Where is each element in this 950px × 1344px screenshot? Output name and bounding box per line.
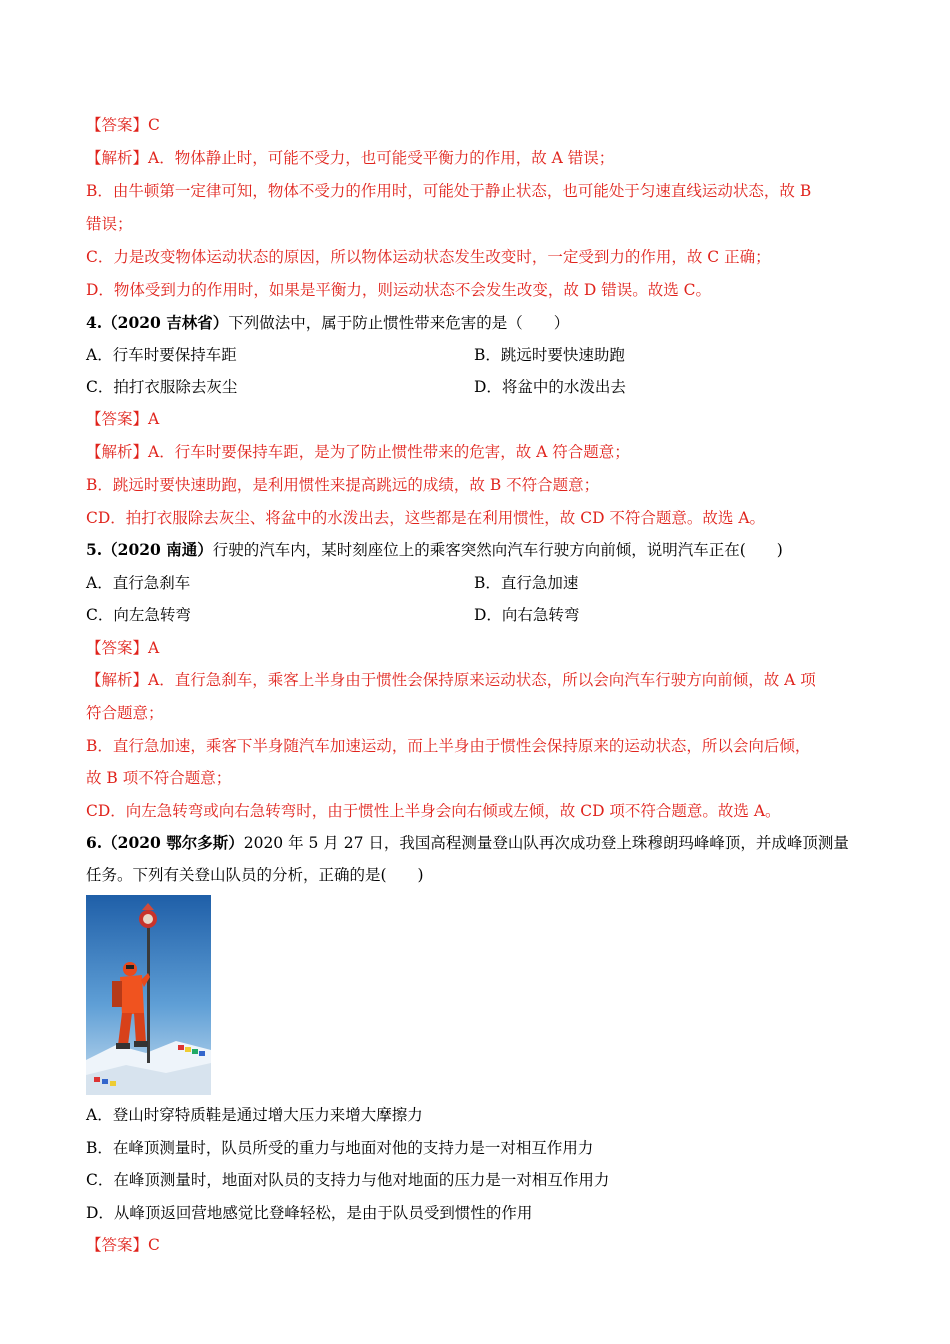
q6-option-d: D．从峰顶返回营地感觉比登峰轻松，是由于队员受到惯性的作用: [86, 1204, 533, 1222]
q6-stem-line: 任务。下列有关登山队员的分析，正确的是( ): [86, 866, 424, 884]
mountaineer-photo: [86, 895, 211, 1095]
q5-analysis-line: 【解析】A．直行急刹车，乘客上半身由于惯性会保持原来运动状态，所以会向汽车行驶方向前倾，故 A 项: [86, 671, 816, 689]
q3-analysis-line: 【解析】A．物体静止时，可能不受力，也可能受平衡力的作用，故 A 错误；: [86, 149, 615, 167]
q4-analysis-line: 【解析】A．行车时要保持车距，是为了防止惯性带来的危害，故 A 符合题意；: [86, 443, 630, 461]
q5-analysis-line: CD．向左急转弯或向右急转弯时，由于惯性上半身会向右倾或左倾，故 CD 项不符合题意。故选 A。: [86, 802, 781, 820]
q6-tag: 6.（2020 鄂尔多斯）: [86, 833, 244, 852]
q4-option-a: A．行车时要保持车距: [86, 346, 237, 364]
q4-analysis-line: B．跳远时要快速助跑，是利用惯性来提高跳远的成绩，故 B 不符合题意；: [86, 476, 600, 494]
mountaineer-illustration: [86, 895, 211, 1095]
q5-tag: 5.（2020 南通）: [86, 540, 213, 559]
q3-analysis-line: 错误；: [86, 215, 133, 233]
q4-tag: 4.（2020 吉林省）: [86, 313, 229, 332]
q6-option-a: A．登山时穿特质鞋是通过增大压力来增大摩擦力: [86, 1106, 423, 1124]
q5-options-row: [86, 573, 880, 593]
q5-analysis-line: B．直行急加速，乘客下半身随汽车加速运动，而上半身由于惯性会保持原来的运动状态，所以会向后倾，: [86, 737, 811, 755]
q4-answer: 【答案】A: [86, 410, 160, 428]
q3-analysis-line: D．物体受到力的作用时，如果是平衡力，则运动状态不会发生改变，故 D 错误。故选 C。: [86, 281, 711, 299]
q6-option-b: B．在峰顶测量时，队员所受的重力与地面对他的支持力是一对相互作用力: [86, 1139, 594, 1157]
q5-answer: 【答案】A: [86, 639, 160, 657]
q4-option-b: B．跳远时要快速助跑: [474, 346, 625, 364]
q4-stem: 下列做法中，属于防止惯性带来危害的是（ ）: [228, 314, 570, 332]
q5-stem: 行驶的汽车内，某时刻座位上的乘客突然向汽车行驶方向前倾，说明汽车正在( ): [212, 541, 783, 559]
q4-options-row: [86, 377, 880, 397]
q3-answer: 【答案】C: [86, 116, 160, 134]
q6-stem-line: 2020 年 5 月 27 日，我国高程测量登山队再次成功登上珠穆朗玛峰峰顶，并成峰顶测量: [243, 834, 849, 852]
q3-analysis-line: C．力是改变物体运动状态的原因，所以物体运动状态发生改变时，一定受到力的作用，故 C 正确；: [86, 248, 771, 266]
q5-option-a: A．直行急刹车: [86, 574, 191, 592]
q5-option-b: B．直行急加速: [474, 574, 579, 592]
q5-analysis-line: 故 B 项不符合题意；: [86, 769, 232, 787]
q5-options-row: [86, 605, 880, 625]
q5-question: [86, 540, 880, 560]
q4-options-row: [86, 345, 880, 365]
q4-analysis-line: CD．拍打衣服除去灰尘、将盆中的水泼出去，这些都是在利用惯性，故 CD 不符合题意。故选 A。: [86, 509, 766, 527]
q6-option-c: C．在峰顶测量时，地面对队员的支持力与他对地面的压力是一对相互作用力: [86, 1171, 610, 1189]
q6-question: [86, 833, 880, 853]
q5-analysis-line: 符合题意；: [86, 704, 164, 722]
q4-option-d: D．将盆中的水泼出去: [474, 378, 626, 396]
q4-option-c: C．拍打衣服除去灰尘: [86, 378, 238, 396]
q5-option-d: D．向右急转弯: [474, 606, 580, 624]
q6-answer: 【答案】C: [86, 1236, 160, 1254]
q5-option-c: C．向左急转弯: [86, 606, 191, 624]
q3-analysis-line: B．由牛顿第一定律可知，物体不受力的作用时，可能处于静止状态，也可能处于匀速直线运动状态，故 B: [86, 182, 812, 200]
q4-question: [86, 313, 880, 333]
